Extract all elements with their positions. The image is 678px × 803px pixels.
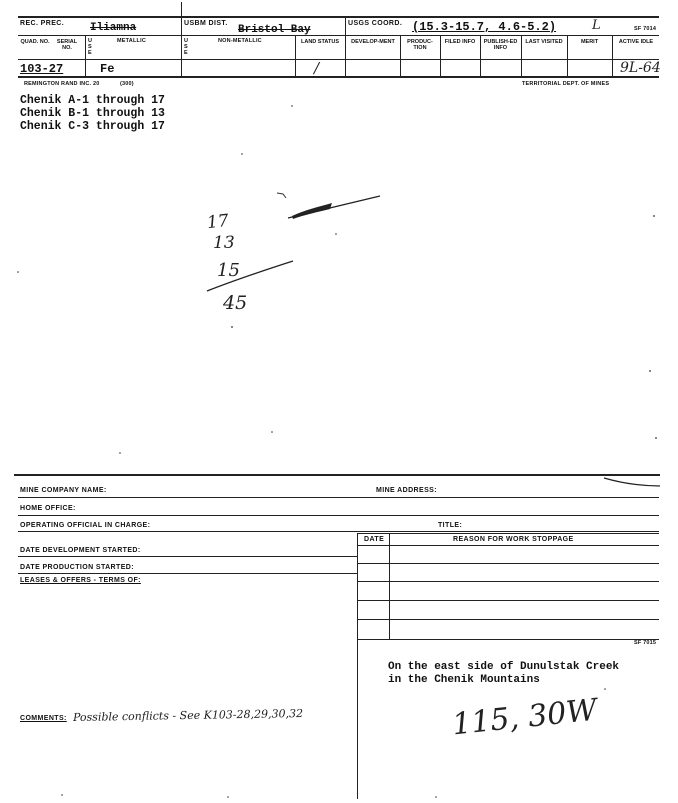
- dot: [17, 271, 19, 273]
- form-code: SF 7014: [634, 26, 657, 32]
- dot: [653, 215, 655, 217]
- dot: [231, 326, 233, 328]
- rule-company: [18, 497, 659, 498]
- rule-operating: [18, 531, 659, 532]
- mine-address-label: MINE ADDRESS:: [376, 487, 437, 494]
- filed-info-header: FILED INFO: [444, 39, 476, 45]
- operating-official-label: OPERATING OFFICIAL IN CHARGE:: [20, 522, 151, 529]
- date-col-label: DATE: [364, 536, 385, 543]
- dot: [61, 794, 63, 796]
- dot: [271, 431, 273, 433]
- home-office-label: HOME OFFICE:: [20, 505, 76, 512]
- published-info-header: PUBLISH-ED INFO: [483, 39, 518, 51]
- edge-curve: [604, 478, 660, 486]
- rule-date-sep: [389, 533, 390, 639]
- lower-form-top-rule: [14, 474, 660, 476]
- dot: [291, 105, 293, 107]
- comments-label: COMMENTS:: [20, 715, 67, 722]
- date-production-started-label: DATE PRODUCTION STARTED:: [20, 564, 134, 571]
- usbm-dist-value: Bristol Bay: [238, 24, 311, 36]
- rule-prod-started: [18, 573, 357, 574]
- rule-dev-started: [18, 556, 357, 557]
- title-label: TITLE:: [438, 522, 463, 529]
- hand-number-45: 45: [223, 292, 248, 314]
- use-letters-nonmetallic: U S E: [184, 38, 189, 56]
- rule-date-5: [357, 639, 659, 640]
- printer-note: REMINGTON RAND INC. 20: [24, 81, 100, 87]
- land-status-header: LAND STATUS: [301, 39, 339, 45]
- rule-date-3: [357, 600, 659, 601]
- corner-mark: L: [592, 18, 601, 33]
- dot: [241, 153, 243, 155]
- scribble-mark: [292, 203, 332, 219]
- hand-number-13: 13: [213, 233, 235, 253]
- reason-col-label: REASON FOR WORK STOPPAGE: [453, 536, 574, 543]
- rule-date-1: [357, 563, 659, 564]
- typed-line: Chenik C-3 through 17: [20, 120, 165, 133]
- location-note: [388, 661, 619, 687]
- rule-date-top: [357, 533, 659, 534]
- usbm-dist-label: USBM DIST.: [184, 20, 228, 27]
- non-metallic-header: NON-METALLIC: [218, 38, 262, 44]
- location-note-line: On the east side of Dunulstak Creek: [388, 661, 620, 673]
- dot: [435, 796, 437, 798]
- usgs-coord-label: USGS COORD.: [348, 20, 403, 27]
- rec-prec-label: REC. PREC.: [20, 20, 65, 27]
- last-visited-header: LAST VISITED: [525, 39, 563, 45]
- merit-header: MERIT: [580, 39, 599, 45]
- dot: [119, 452, 121, 454]
- active-idle-value: 9L-64: [620, 60, 661, 76]
- form-code-2: SF 7015: [634, 640, 657, 646]
- dot: [649, 370, 651, 372]
- quad-serial-value: 103-27: [20, 62, 64, 76]
- use-letters-metallic: U S E: [88, 38, 93, 56]
- quad-no-header: QUAD. NO.: [20, 39, 50, 45]
- rule-home-office: [18, 515, 659, 516]
- hand-number-17: 17: [206, 210, 230, 234]
- printer-note-2: (300): [120, 81, 134, 87]
- rec-prec-value: Iliamna: [90, 22, 137, 34]
- rule-date-2: [357, 581, 659, 582]
- small-scribble: [277, 193, 286, 198]
- leases-offers-label: LEASES & OFFERS - TERMS OF:: [20, 577, 141, 584]
- comments-value: Possible conflicts - See K103-28,29,30,32: [72, 706, 304, 725]
- active-idle-header: ACTIVE IDLE: [618, 39, 654, 45]
- production-header: PRODUC-TION: [407, 39, 433, 51]
- date-development-started-label: DATE DEVELOPMENT STARTED:: [20, 547, 141, 554]
- rule-date-4: [357, 619, 659, 620]
- territorial-note: TERRITORIAL DEPT. OF MINES: [522, 81, 610, 87]
- development-header: DEVELOP-MENT: [351, 39, 395, 45]
- typed-line: Chenik A-1 through 17: [20, 94, 165, 107]
- rule-date-left: [357, 533, 358, 799]
- mine-company-name-label: MINE COMPANY NAME:: [20, 487, 107, 494]
- handwritten-coords: 115, 30W: [450, 692, 599, 743]
- usgs-coord-value: (15.3-15.7, 4.6-5.2): [412, 20, 557, 34]
- dot: [227, 796, 229, 798]
- dot: [335, 233, 337, 235]
- sum-underline: [207, 261, 293, 291]
- typed-line: Chenik B-1 through 13: [20, 107, 165, 120]
- metallic-value: Fe: [100, 62, 115, 76]
- rule-date-header: [357, 545, 659, 546]
- serial-no-header: SERIAL NO.: [56, 39, 78, 51]
- land-status-value: /: [314, 59, 320, 77]
- location-note-line: in the Chenik Mountains: [388, 674, 540, 686]
- hand-number-15: 15: [217, 260, 240, 281]
- metallic-header: METALLIC: [117, 38, 146, 44]
- dot: [604, 688, 606, 690]
- dot: [655, 437, 657, 439]
